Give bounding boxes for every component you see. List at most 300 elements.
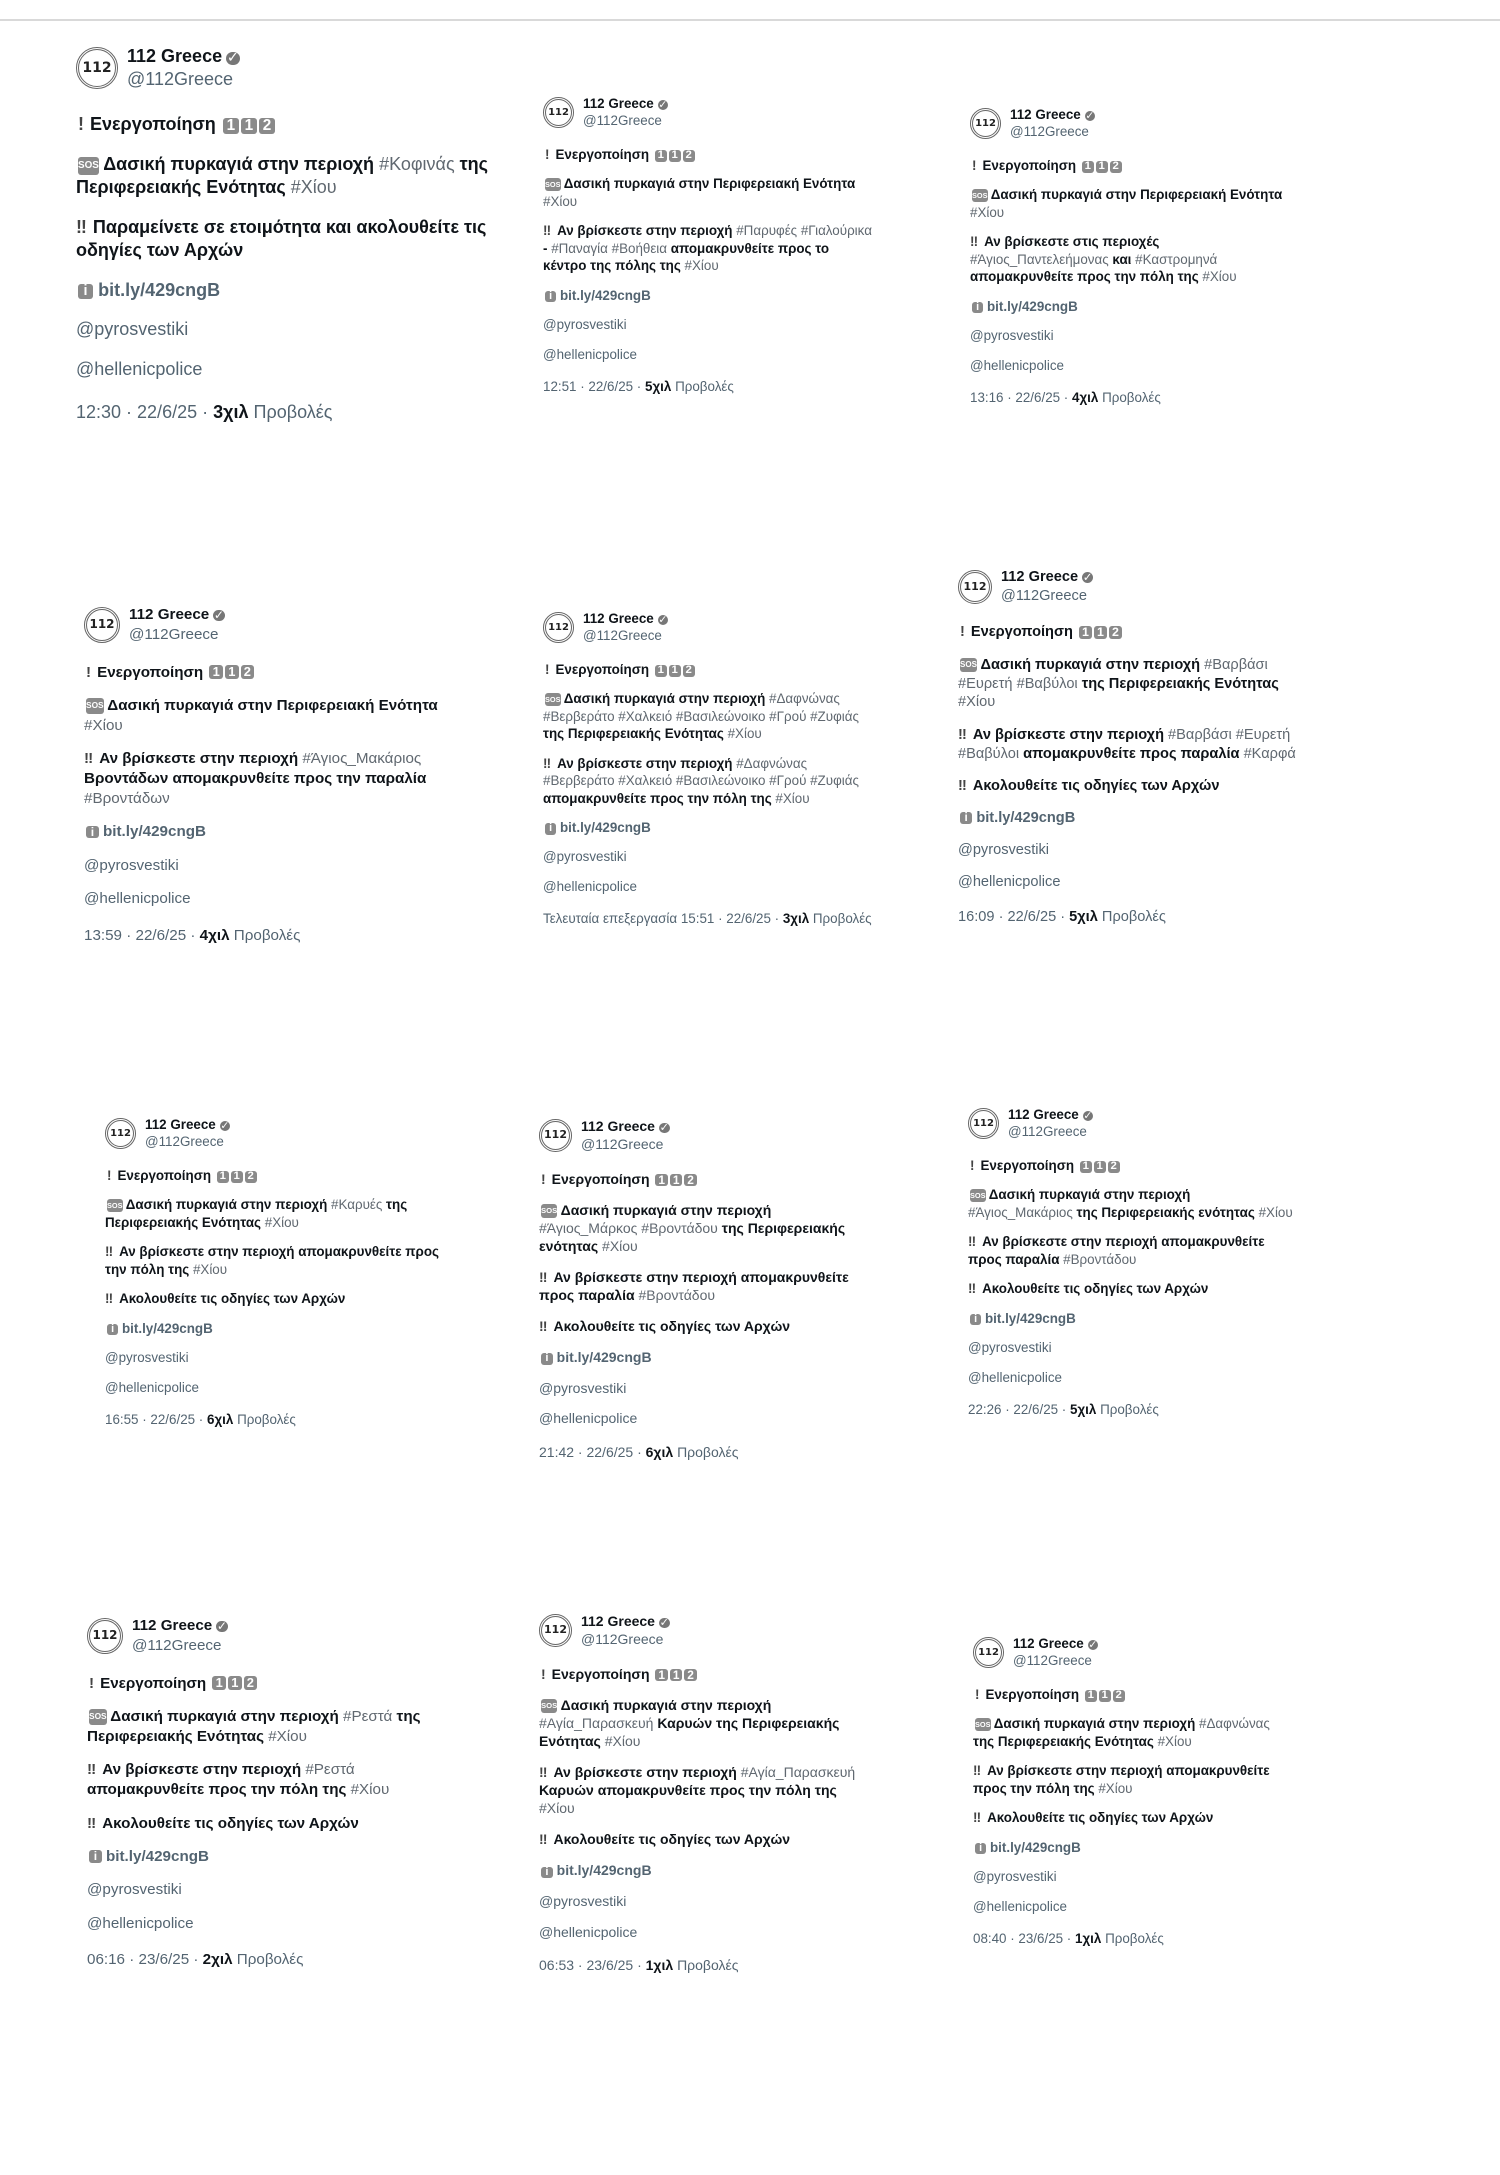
post-timestamp[interactable]: 12:51 · 22/6/25 · <box>543 378 645 394</box>
post-timestamp[interactable]: 06:53 · 23/6/25 · <box>539 1957 646 1974</box>
activation-line <box>87 1674 447 1694</box>
hashtag-link[interactable]: #Χίου <box>1098 1780 1133 1796</box>
fire-line <box>543 175 873 210</box>
post-text: Αν βρίσκεστε στην περιοχή απομακρυνθείτε προς παραλία <box>968 1234 1265 1267</box>
action-line <box>539 1268 859 1304</box>
mention-pyrosvestiki[interactable]: @pyrosvestiki <box>76 319 189 340</box>
keycap-1-icon: 1 <box>669 665 681 677</box>
post-text: της Περιφερειακής ενότητας <box>1072 1204 1259 1220</box>
hashtag-link[interactable]: #Καστρομηνά <box>1135 251 1218 267</box>
avatar-text: 112 <box>92 1627 118 1642</box>
post-card[interactable] <box>973 1635 1293 1947</box>
mention-pyrosvestiki[interactable]: @pyrosvestiki <box>84 856 179 874</box>
avatar[interactable] <box>543 612 574 643</box>
exclamation-icon: ! <box>975 1686 980 1702</box>
post-text: Δασική πυρκαγιά στην περιοχή <box>125 1197 331 1213</box>
activation-text: Ενεργοποίηση <box>551 1171 650 1188</box>
mention-hellenicpolice[interactable]: @hellenicpolice <box>539 1410 638 1427</box>
post-meta <box>76 401 496 424</box>
author-name[interactable]: 112 Greece <box>129 606 210 623</box>
activation-text: Ενεργοποίηση <box>985 1686 1080 1702</box>
hashtag-link[interactable]: #Χίου <box>958 694 996 711</box>
sos-icon: SOS <box>972 189 988 202</box>
post-header <box>543 95 873 130</box>
author-handle[interactable]: @112Greece <box>132 1636 222 1654</box>
post-text: της Περιφερειακής ενότητας <box>539 1220 846 1255</box>
post-text: Αν βρίσκεστε στην περιοχή <box>553 1764 741 1781</box>
post-meta <box>539 1443 859 1461</box>
link-line <box>539 1348 859 1366</box>
author-name[interactable]: 112 Greece <box>145 1117 216 1132</box>
post-link[interactable]: bit.ly/429cngB <box>984 1310 1076 1326</box>
exclamation-icon: ! <box>541 1666 546 1683</box>
hashtag-link[interactable]: #Χίου <box>290 177 337 198</box>
mention-hellenicpolice[interactable]: @hellenicpolice <box>539 1923 638 1940</box>
mention-hellenicpolice[interactable]: @hellenicpolice <box>970 357 1064 373</box>
author-name[interactable]: 112 Greece <box>581 1118 655 1134</box>
avatar[interactable] <box>973 1637 1004 1668</box>
info-icon: i <box>972 302 983 313</box>
exclamation-icon: ! <box>541 1171 546 1188</box>
follow-instructions-line <box>539 1830 859 1848</box>
verified-badge-icon: ✓ <box>1083 1109 1093 1122</box>
post-link[interactable]: bit.ly/429cngB <box>989 1839 1081 1855</box>
post-text: Δασική πυρκαγιά στην περιοχή <box>993 1716 1199 1732</box>
verified-badge-icon: ✓ <box>220 1119 230 1132</box>
keycap-2-icon: 2 <box>241 665 255 679</box>
mention-hellenicpolice[interactable]: @hellenicpolice <box>105 1379 199 1395</box>
hashtag-link[interactable]: #Χίου <box>684 258 719 274</box>
exclamation-icon: ! <box>89 1674 95 1692</box>
author-name[interactable]: 112 Greece <box>1010 107 1081 122</box>
double-exclamation-icon: ‼ <box>543 755 552 771</box>
hashtag-link[interactable]: #Άγιος_Μακάριος <box>302 750 422 768</box>
fire-line <box>84 696 444 736</box>
info-icon: i <box>541 1353 553 1365</box>
avatar[interactable] <box>105 1118 136 1149</box>
hashtag-link[interactable]: #Χίου <box>1258 1204 1293 1220</box>
post-header <box>970 106 1300 141</box>
author-name[interactable]: 112 Greece <box>132 1617 213 1634</box>
fire-line <box>968 1186 1298 1221</box>
post-card[interactable] <box>105 1116 445 1428</box>
avatar-text: 112 <box>963 579 987 593</box>
fire-line <box>76 153 496 200</box>
info-icon: i <box>545 823 556 834</box>
mention-hellenicpolice[interactable]: @hellenicpolice <box>543 878 637 894</box>
mention-hellenicpolice[interactable]: @hellenicpolice <box>543 346 637 362</box>
hashtag-link[interactable]: #Αγία_Παρασκευή <box>740 1764 856 1781</box>
mention-pyrosvestiki[interactable]: @pyrosvestiki <box>970 328 1054 344</box>
post-card[interactable] <box>539 1612 859 1974</box>
verified-badge-icon: ✓ <box>213 607 225 622</box>
post-timestamp[interactable]: Τελευταία επεξεργασία 15:51 · 22/6/25 · <box>543 911 783 927</box>
sos-icon: SOS <box>541 1699 557 1713</box>
post-timestamp[interactable]: 16:09 · 22/6/25 · <box>958 908 1070 925</box>
keycap-1-icon: 1 <box>231 1171 243 1183</box>
double-exclamation-icon: ‼ <box>539 1269 548 1286</box>
action-line <box>105 1243 445 1278</box>
link-line <box>970 298 1300 315</box>
mention-hellenicpolice[interactable]: @hellenicpolice <box>76 359 203 380</box>
keycap-1-icon: 1 <box>670 1174 682 1186</box>
double-exclamation-icon: ‼ <box>87 1814 97 1832</box>
hashtag-link[interactable]: #Χίου <box>604 1733 641 1750</box>
author-handle[interactable]: @112Greece <box>581 1631 664 1648</box>
post-timestamp[interactable]: 22:26 · 22/6/25 · <box>968 1401 1070 1417</box>
hashtag-link[interactable]: #Κοφινάς <box>379 153 455 174</box>
mention-hellenicpolice[interactable]: @hellenicpolice <box>84 890 191 908</box>
hashtag-link[interactable]: #Βροντάδου <box>638 1287 716 1304</box>
post-card[interactable] <box>970 106 1300 406</box>
action-line <box>968 1233 1298 1268</box>
hashtag-link[interactable]: #Χίου <box>970 204 1005 220</box>
post-timestamp[interactable]: 12:30 · 22/6/25 · <box>76 402 214 423</box>
post-meta <box>105 1411 445 1428</box>
fire-line <box>539 1696 859 1751</box>
fire-line <box>87 1707 447 1747</box>
post-card[interactable] <box>539 1117 859 1461</box>
view-count: 1χιλ <box>645 1957 674 1974</box>
hashtag-link[interactable]: #Αγία_Παρασκευή <box>539 1715 654 1732</box>
post-text: Δασική πυρκαγιά στην Περιφερειακή Ενότητα <box>990 187 1283 203</box>
hashtag-link[interactable]: #Άγιος_Μακάριος <box>968 1204 1073 1220</box>
exclamation-icon: ! <box>107 1167 112 1183</box>
post-link[interactable]: bit.ly/429cngB <box>121 1320 213 1336</box>
post-timestamp[interactable]: 13:59 · 22/6/25 · <box>84 926 200 944</box>
action-line <box>543 222 873 274</box>
info-icon: i <box>107 1324 118 1335</box>
mention-pyrosvestiki[interactable]: @pyrosvestiki <box>543 849 627 865</box>
double-exclamation-icon: ‼ <box>543 223 552 239</box>
post-card[interactable] <box>543 610 873 928</box>
hashtag-link[interactable]: #Χίου <box>602 1238 638 1255</box>
fire-line <box>970 186 1300 221</box>
author-handle[interactable]: @112Greece <box>583 628 662 644</box>
post-header <box>973 1635 1293 1670</box>
mention-pyrosvestiki[interactable]: @pyrosvestiki <box>543 317 627 333</box>
link-line <box>105 1320 445 1337</box>
action-line <box>958 726 1298 764</box>
views-label: Προβολές <box>233 926 301 944</box>
hashtag-link[interactable]: #Καρφά <box>1243 745 1296 762</box>
info-icon: i <box>545 291 556 302</box>
avatar[interactable] <box>539 1119 572 1152</box>
hashtag-link[interactable]: #Άγιος_Μάρκος #Βροντάδου <box>539 1220 718 1237</box>
author-name[interactable]: 112 Greece <box>583 611 654 626</box>
double-exclamation-icon: ‼ <box>105 1244 114 1260</box>
hashtag-link[interactable]: #Χίου <box>1157 1733 1192 1749</box>
post-text: Αν βρίσκεστε στην περιοχή <box>972 726 1169 743</box>
keycap-1-icon: 1 <box>217 1171 229 1183</box>
follow-instructions-line <box>105 1290 445 1307</box>
author-name[interactable]: 112 Greece <box>581 1613 655 1629</box>
action-line <box>973 1762 1293 1797</box>
post-text: Αν βρίσκεστε στις περιοχές <box>984 234 1160 250</box>
follow-instructions-text: Ακολουθείτε τις οδηγίες των Αρχών <box>119 1291 346 1307</box>
hashtag-link[interactable]: #Χίου <box>543 193 578 209</box>
author-handle[interactable]: @112Greece <box>1008 1124 1087 1140</box>
keycap-1-icon: 1 <box>655 150 667 162</box>
keycap-2-icon: 2 <box>1110 161 1122 173</box>
post-link[interactable]: bit.ly/429cngB <box>559 287 651 303</box>
author-block <box>132 1616 228 1656</box>
post-card[interactable] <box>87 1616 447 1970</box>
double-exclamation-icon: ‼ <box>76 216 87 237</box>
double-exclamation-icon: ‼ <box>87 1761 97 1779</box>
post-text: και <box>1108 251 1136 267</box>
verified-badge-icon: ✓ <box>659 1616 669 1629</box>
author-name[interactable]: 112 Greece <box>1013 1636 1084 1651</box>
author-handle[interactable]: @112Greece <box>145 1134 224 1150</box>
post-card[interactable] <box>76 45 496 425</box>
post-link[interactable]: bit.ly/429cngB <box>556 1862 652 1879</box>
link-line <box>968 1310 1298 1327</box>
avatar[interactable] <box>958 570 992 604</box>
mention-pyrosvestiki[interactable]: @pyrosvestiki <box>87 1881 182 1899</box>
hashtag-link[interactable]: #Βροντάδων <box>84 789 170 807</box>
post-card[interactable] <box>958 568 1298 927</box>
activation-text: Ενεργοποίηση <box>555 661 650 677</box>
mention-pyrosvestiki[interactable]: @pyrosvestiki <box>973 1869 1057 1885</box>
activation-text: Ενεργοποίηση <box>90 114 216 135</box>
post-link[interactable]: bit.ly/429cngB <box>103 823 206 841</box>
avatar[interactable] <box>84 607 120 643</box>
hashtag-link[interactable]: #Παναγία #Βοήθεια <box>551 240 668 256</box>
author-block <box>583 610 668 645</box>
hashtag-link[interactable]: #Άγιος_Παντελεήμονας <box>970 251 1109 267</box>
author-name[interactable]: 112 Greece <box>1008 1107 1079 1122</box>
follow-instructions-line <box>968 1280 1298 1297</box>
post-text: της Περιφερειακής Ενότητας <box>87 1708 421 1745</box>
post-timestamp[interactable]: 21:42 · 22/6/25 · <box>539 1444 646 1460</box>
sos-icon: SOS <box>86 698 104 713</box>
hashtag-link[interactable]: #Παρυφές #Γιαλούρικα <box>736 223 872 239</box>
post-header <box>968 1106 1298 1141</box>
double-exclamation-icon: ‼ <box>105 1291 114 1307</box>
views-label: Προβολές <box>677 1444 739 1460</box>
view-count: 1χιλ <box>1075 1930 1102 1946</box>
keycap-2-icon: 2 <box>684 1669 696 1681</box>
hashtag-link[interactable]: #Χίου <box>350 1781 390 1799</box>
post-link[interactable]: bit.ly/429cngB <box>559 820 651 836</box>
keycap-1-icon: 1 <box>655 665 667 677</box>
hashtag-link[interactable]: #Χίου <box>1202 269 1237 285</box>
hashtag-link[interactable]: #Χίου <box>775 790 810 806</box>
hashtag-link[interactable]: #Βαρβάσι #Ευρετή #Βαβύλοι <box>958 656 1268 692</box>
hashtag-link[interactable]: #Δαφνώνας #Βερβεράτο #Χαλκειό #Βασιλεώνοικο #Γρού #Ζυφιάς <box>543 691 859 724</box>
post-link[interactable]: bit.ly/429cngB <box>986 298 1078 314</box>
exclamation-icon: ! <box>970 1157 975 1173</box>
author-handle[interactable]: @112Greece <box>129 625 219 643</box>
hashtag-link[interactable]: #Χίου <box>264 1214 299 1230</box>
views-label: Προβολές <box>236 1951 304 1969</box>
exclamation-icon: ! <box>78 114 84 135</box>
view-count: 2χιλ <box>202 1951 233 1969</box>
double-exclamation-icon: ‼ <box>539 1831 548 1848</box>
author-block <box>1008 1106 1093 1141</box>
follow-instructions-text: Ακολουθείτε τις οδηγίες των Αρχών <box>987 1810 1214 1826</box>
mention-pyrosvestiki[interactable]: @pyrosvestiki <box>539 1379 627 1396</box>
sos-icon: SOS <box>545 178 561 191</box>
post-header <box>543 610 873 645</box>
keycap-1-icon: 1 <box>1096 161 1108 173</box>
post-header <box>105 1116 445 1151</box>
post-timestamp[interactable]: 08:40 · 23/6/25 · <box>973 1930 1075 1946</box>
post-text: Παραμείνετε σε ετοιμότητα και ακολουθείτε τις οδηγίες των Αρχών <box>76 216 487 261</box>
sos-icon: SOS <box>970 1189 986 1202</box>
keycap-1-icon: 1 <box>1099 1690 1111 1702</box>
keycap-2-icon: 2 <box>259 118 275 134</box>
keycap-2-icon: 2 <box>684 1174 696 1186</box>
author-block <box>1010 106 1095 141</box>
hashtag-link[interactable]: #Χίου <box>539 1800 575 1817</box>
activation-text: Ενεργοποίηση <box>555 146 650 162</box>
mention-pyrosvestiki[interactable]: @pyrosvestiki <box>958 841 1050 858</box>
double-exclamation-icon: ‼ <box>973 1810 982 1826</box>
author-name[interactable]: 112 Greece <box>583 96 654 111</box>
activation-line <box>543 146 873 163</box>
post-link[interactable]: bit.ly/429cngB <box>556 1348 652 1365</box>
view-count: 6χιλ <box>645 1444 674 1460</box>
view-count: 6χιλ <box>207 1411 234 1427</box>
post-link[interactable]: bit.ly/429cngB <box>98 279 221 300</box>
avatar[interactable] <box>543 97 574 128</box>
hashtag-link[interactable]: #Δαφνώνας <box>1199 1716 1270 1732</box>
mention-hellenicpolice[interactable]: @hellenicpolice <box>958 873 1061 890</box>
avatar-text: 112 <box>110 1127 131 1139</box>
avatar[interactable] <box>970 108 1001 139</box>
author-block <box>1001 568 1093 606</box>
fire-line <box>105 1196 445 1231</box>
post-text: απομακρυνθείτε προς παραλία <box>1019 745 1244 762</box>
keycap-2-icon: 2 <box>1108 1161 1120 1173</box>
hashtag-link[interactable]: #Καρυές <box>331 1197 383 1213</box>
keycap-1-icon: 1 <box>223 118 239 134</box>
double-exclamation-icon: ‼ <box>539 1764 548 1781</box>
author-handle[interactable]: @112Greece <box>583 113 662 129</box>
hashtag-link[interactable]: #Δαφνώνας #Βερβεράτο #Χαλκειό #Βασιλεώνοικο #Γρού #Ζυφιάς <box>543 755 859 789</box>
hashtag-link[interactable]: #Ρεστά <box>305 1761 355 1779</box>
post-text: Δασική πυρκαγιά στην Περιφερειακή Ενότητα <box>107 697 438 715</box>
post-timestamp[interactable]: 16:55 · 22/6/25 · <box>105 1411 207 1427</box>
double-exclamation-icon: ‼ <box>968 1234 977 1250</box>
top-divider <box>0 19 1500 21</box>
keycap-1-icon: 1 <box>1079 626 1092 639</box>
post-card[interactable] <box>543 95 873 395</box>
post-link[interactable]: bit.ly/429cngB <box>106 1847 209 1865</box>
author-name[interactable]: 112 Greece <box>127 46 223 66</box>
mention-hellenicpolice[interactable]: @hellenicpolice <box>968 1369 1062 1385</box>
link-line <box>973 1839 1293 1856</box>
activation-line <box>539 1170 859 1188</box>
author-handle[interactable]: @112Greece <box>1013 1653 1092 1669</box>
mention-pyrosvestiki[interactable]: @pyrosvestiki <box>968 1340 1052 1356</box>
hashtag-link[interactable]: #Χίου <box>268 1727 307 1745</box>
post-text: Δασική πυρκαγιά στην περιοχή <box>988 1187 1191 1203</box>
post-text: της Περιφερειακής Ενότητας <box>1077 675 1279 692</box>
follow-instructions-line <box>958 777 1298 796</box>
post-meta <box>543 910 873 927</box>
info-icon: i <box>970 1314 981 1325</box>
follow-instructions-text: Ακολουθείτε τις οδηγίες των Αρχών <box>102 1814 359 1832</box>
sos-icon: SOS <box>960 658 977 672</box>
avatar[interactable] <box>968 1108 999 1139</box>
hashtag-link[interactable]: #Βαρβάσι #Ευρετή #Βαβύλοι <box>958 726 1291 762</box>
avatar-text: 112 <box>544 1623 567 1637</box>
keycap-1-icon: 1 <box>655 1174 667 1186</box>
sos-icon: SOS <box>78 157 99 175</box>
post-text: της Περιφερειακής Ενότητας <box>973 1733 1158 1749</box>
author-handle[interactable]: @112Greece <box>127 69 233 90</box>
post-timestamp[interactable]: 06:16 · 23/6/25 · <box>87 1951 203 1969</box>
mention-hellenicpolice[interactable]: @hellenicpolice <box>973 1898 1067 1914</box>
hashtag-link[interactable]: #Χίου <box>192 1261 228 1277</box>
post-text: Αν βρίσκεστε στην περιοχή απομακρυνθείτε προς την πόλη της <box>973 1763 1270 1796</box>
follow-instructions-text: Ακολουθείτε τις οδηγίες των Αρχών <box>972 777 1220 794</box>
sos-icon: SOS <box>89 1709 107 1724</box>
activation-text: Ενεργοποίηση <box>970 624 1073 641</box>
link-line <box>76 279 496 302</box>
post-text: Αν βρίσκεστε στην περιοχή <box>102 1761 306 1779</box>
post-text: Βροντάδων απομακρυνθείτε προς την παραλία <box>84 770 427 788</box>
post-text: απομακρυνθείτε προς το κέντρο της πόλης της <box>543 240 830 274</box>
author-handle[interactable]: @112Greece <box>581 1136 664 1153</box>
avatar[interactable] <box>87 1618 123 1654</box>
post-text: Αν βρίσκεστε στην περιοχή απομακρυνθείτε προς παραλία <box>539 1269 849 1304</box>
post-meta <box>87 1950 447 1970</box>
author-handle[interactable]: @112Greece <box>1010 124 1089 140</box>
mention-pyrosvestiki[interactable]: @pyrosvestiki <box>105 1350 189 1366</box>
link-line <box>87 1847 447 1867</box>
author-handle[interactable]: @112Greece <box>1001 587 1087 604</box>
post-timestamp[interactable]: 13:16 · 22/6/25 · <box>970 389 1072 405</box>
post-text: Αν βρίσκεστε στην περιοχή <box>557 755 737 771</box>
avatar[interactable] <box>76 47 118 89</box>
verified-badge-icon: ✓ <box>1082 570 1093 584</box>
avatar-text: 112 <box>82 60 112 77</box>
mention-hellenicpolice[interactable]: @hellenicpolice <box>87 1914 194 1932</box>
author-block <box>129 605 225 645</box>
post-link[interactable]: bit.ly/429cngB <box>976 809 1076 826</box>
post-meta <box>973 1930 1293 1947</box>
avatar-text: 112 <box>975 117 996 129</box>
post-card[interactable] <box>968 1106 1298 1418</box>
double-exclamation-icon: ‼ <box>958 726 967 743</box>
keycap-2-icon: 2 <box>1109 626 1122 639</box>
post-header <box>76 45 496 92</box>
author-name[interactable]: 112 Greece <box>1001 569 1079 585</box>
follow-instructions-line <box>87 1814 447 1834</box>
hashtag-link[interactable]: #Χίου <box>727 726 762 742</box>
avatar[interactable] <box>539 1614 572 1647</box>
mention-pyrosvestiki[interactable]: @pyrosvestiki <box>539 1892 627 1909</box>
double-exclamation-icon: ‼ <box>968 1281 977 1297</box>
hashtag-link[interactable]: #Ρεστά <box>343 1708 393 1726</box>
hashtag-link[interactable]: #Χίου <box>84 716 123 734</box>
post-text: Δασική πυρκαγιά στην περιοχή <box>560 1201 772 1218</box>
activation-line <box>973 1686 1293 1703</box>
hashtag-link[interactable]: #Βροντάδου <box>1063 1251 1137 1267</box>
post-text: Δασική πυρκαγιά στην περιοχή <box>563 691 769 707</box>
follow-instructions-line <box>973 1809 1293 1826</box>
activation-text: Ενεργοποίηση <box>100 1674 207 1692</box>
action-line <box>539 1763 859 1818</box>
keycap-2-icon: 2 <box>683 150 695 162</box>
post-card[interactable] <box>84 605 444 945</box>
double-exclamation-icon: ‼ <box>958 777 967 794</box>
keycap-2-icon: 2 <box>1113 1690 1125 1702</box>
